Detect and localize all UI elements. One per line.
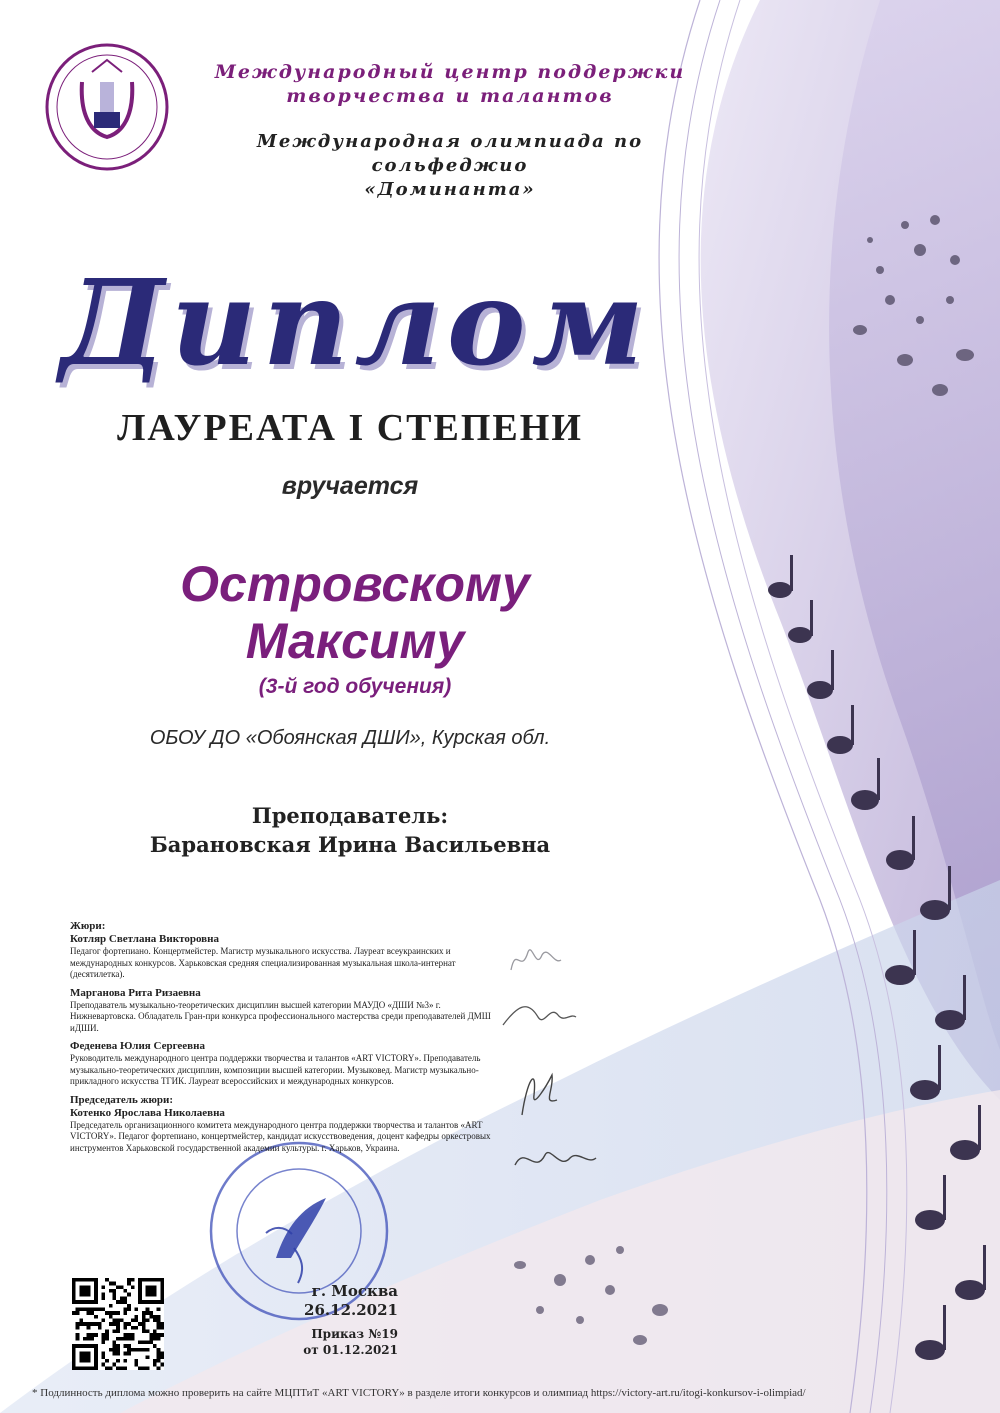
art-victory-logo bbox=[44, 42, 170, 172]
teacher-label: Преподаватель: bbox=[251, 803, 449, 828]
jury-member-desc: Руководитель международного центра поддержки творчества и талантов «ART VICTORY». Преподаватель музыкально-теоретических дисциплин, композиции высшей категории. Музыковед. Магистр музыкально-прикладного искусства ТГИК. Лауреат всероссийских и международных конкурсов. bbox=[70, 1053, 481, 1086]
signature-4 bbox=[510, 1140, 600, 1180]
olympiad-line-2: «Доминанта» bbox=[364, 179, 536, 200]
jury-member-name: Котляр Светлана Викторовна bbox=[70, 933, 219, 945]
jury-member-name: Феденева Юлия Сергеевна bbox=[70, 1040, 205, 1052]
signature-2 bbox=[498, 995, 578, 1035]
jury-section bbox=[70, 920, 500, 1160]
jury-chair-heading: Председатель жюри: bbox=[70, 1093, 174, 1106]
order-number: Приказ №19 bbox=[311, 1327, 398, 1341]
jury-heading: Жюри: bbox=[70, 920, 106, 932]
issue-date: 26.12.2021 bbox=[304, 1301, 398, 1319]
study-year: (3-й год обучения) bbox=[258, 675, 452, 698]
recipient-surname: Островскому bbox=[180, 556, 530, 612]
jury-member-desc: Педагог фортепиано. Концертмейстер. Магистр музыкального искусства. Лауреат всеукраинских и международных конкурсов. Харьковская средняя специализированная музыкальная школа-интернат (десятилетка). bbox=[70, 946, 456, 979]
awarded-to-label: вручается bbox=[281, 472, 419, 500]
school-name: ОБОУ ДО «Обоянская ДШИ», Курская обл. bbox=[149, 727, 551, 749]
jury-member-name: Марганова Рита Ризаевна bbox=[70, 986, 201, 999]
olympiad-name bbox=[190, 130, 710, 202]
jury-chair-name: Котенко Ярослава Николаевна bbox=[70, 1106, 225, 1119]
diploma-degree: ЛАУРЕАТА I СТЕПЕНИ bbox=[117, 407, 583, 449]
issue-place-date bbox=[256, 1282, 398, 1320]
order-date: от 01.12.2021 bbox=[303, 1343, 398, 1357]
jury-chair-desc: Председатель организационного комитета международного центра поддержки творчества и талантов «ART VICTORY». Педагог фортепиано, концертмейстер, кандидат искусствоведения, доцент кафедры оркестровых инструментов Харьковской государственной академии культуры. г. Харьков, Украина. bbox=[70, 1119, 491, 1153]
organization-name: Международный центр поддержки творчества и талантов bbox=[214, 61, 686, 107]
issue-city: г. Москва bbox=[311, 1282, 398, 1300]
verification-qr-code[interactable] bbox=[72, 1278, 164, 1370]
signature-1 bbox=[506, 940, 566, 980]
diploma-title: Диплом bbox=[60, 253, 650, 392]
recipient-first-name: Максиму bbox=[245, 613, 465, 669]
jury-member-desc: Преподаватель музыкально-теоретических дисциплин высшей категории МАУДО «ДШИ №3» г. Нижневартовска. Обладатель Гран-при конкурса профессионального мастерства среди преподавателей ДМШ иДШИ. bbox=[70, 999, 491, 1033]
signature-3 bbox=[512, 1060, 562, 1120]
verification-note: * Подлинность диплома можно проверить на сайте МЦПТиТ «ART VICTORY» в разделе итоги конкурсов и олимпиад https://victory-art.ru/itogi-konkursov-i-olimpiad/ bbox=[32, 1387, 806, 1399]
teacher-name: Барановская Ирина Васильевна bbox=[149, 832, 551, 857]
olympiad-line-1: Международная олимпиада по сольфеджио bbox=[256, 131, 644, 176]
order-info bbox=[256, 1326, 398, 1358]
